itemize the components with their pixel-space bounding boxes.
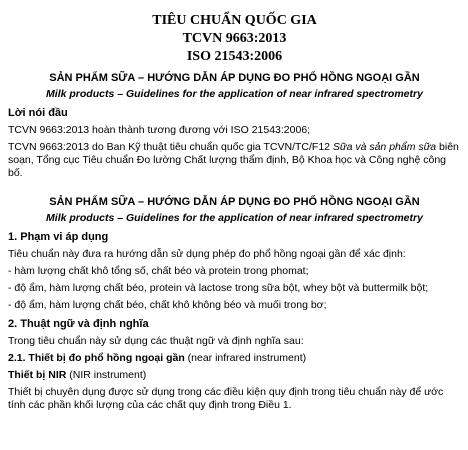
doc-subtitle-vi: SẢN PHẨM SỮA – HƯỚNG DẪN ÁP DỤNG ĐO PHỔ HỒNG NGOẠI GẦN (49, 72, 420, 84)
foreword-para-2-end: biên soạn, Tổng cục Tiêu chuẩn Đo lường Chất lượng thẩm định, Bộ Khoa học và Công nghệ công bố. (8, 141, 459, 179)
term-2-1-name: 2.1. Thiết bị đo phổ hồng ngoại gần (8, 352, 185, 364)
term-definition: Thiết bị chuyên dụng được sử dụng trong các điều kiện quy định trong tiêu chuẩn này để ước tính các phần khối lượng của các chất quy định trong Điều 1. (8, 386, 444, 411)
doc-subtitle-en: Milk products – Guidelines for the application of near infrared spectrometry (46, 88, 423, 100)
term-2-1 (8, 352, 461, 365)
body-subtitle-vi: SẢN PHẨM SỮA – HƯỚNG DẪN ÁP DỤNG ĐO PHỔ HỒNG NGOẠI GẦN (49, 196, 420, 208)
foreword-para-2-start: TCVN 9663:2013 do Ban Kỹ thuật tiêu chuẩn quốc gia TCVN/TC/F12 (8, 141, 333, 153)
section-gap (8, 180, 461, 190)
doc-title-line-2: TCVN 9663:2013 (182, 31, 287, 46)
section-1-item: - hàm lượng chất khô tổng số, chất béo và protein trong phomat; (8, 265, 309, 277)
section-1-heading: 1. Phạm vi áp dụng (8, 231, 109, 243)
term-nir (8, 369, 461, 382)
foreword-para-2 (8, 141, 461, 180)
term-nir-english: (NIR instrument) (66, 369, 147, 381)
section-1-intro: Tiêu chuẩn này đưa ra hướng dẫn sử dụng phép đo phổ hồng ngoại gần để xác định: (8, 248, 406, 260)
doc-title-line-1: TIÊU CHUẨN QUỐC GIA (152, 13, 317, 28)
foreword-para-2-italic: Sữa và sản phẩm sữa (332, 141, 437, 153)
term-nir-name: Thiết bị NIR (8, 369, 67, 381)
section-1-item: - độ ẩm, hàm lượng chất béo, protein và lactose trong sữa bột, whey bột và buttermilk bột; (8, 282, 429, 294)
doc-title-line-3: ISO 21543:2006 (186, 49, 283, 64)
section-2-heading: 2. Thuật ngữ và định nghĩa (8, 318, 149, 330)
section-1-item: - độ ẩm, hàm lượng chất béo, chất khô không béo và muối trong bơ; (8, 299, 327, 311)
body-subtitle-en: Milk products – Guidelines for the application of near infrared spectrometry (46, 212, 423, 224)
foreword-para-1: TCVN 9663:2013 hoàn thành tương đương với ISO 21543:2006; (8, 124, 311, 136)
term-2-1-english: (near infrared instrument) (184, 352, 307, 364)
section-2-intro: Trong tiêu chuẩn này sử dụng các thuật ngữ và định nghĩa sau: (8, 335, 304, 347)
foreword-heading: Lời nói đầu (8, 107, 68, 119)
